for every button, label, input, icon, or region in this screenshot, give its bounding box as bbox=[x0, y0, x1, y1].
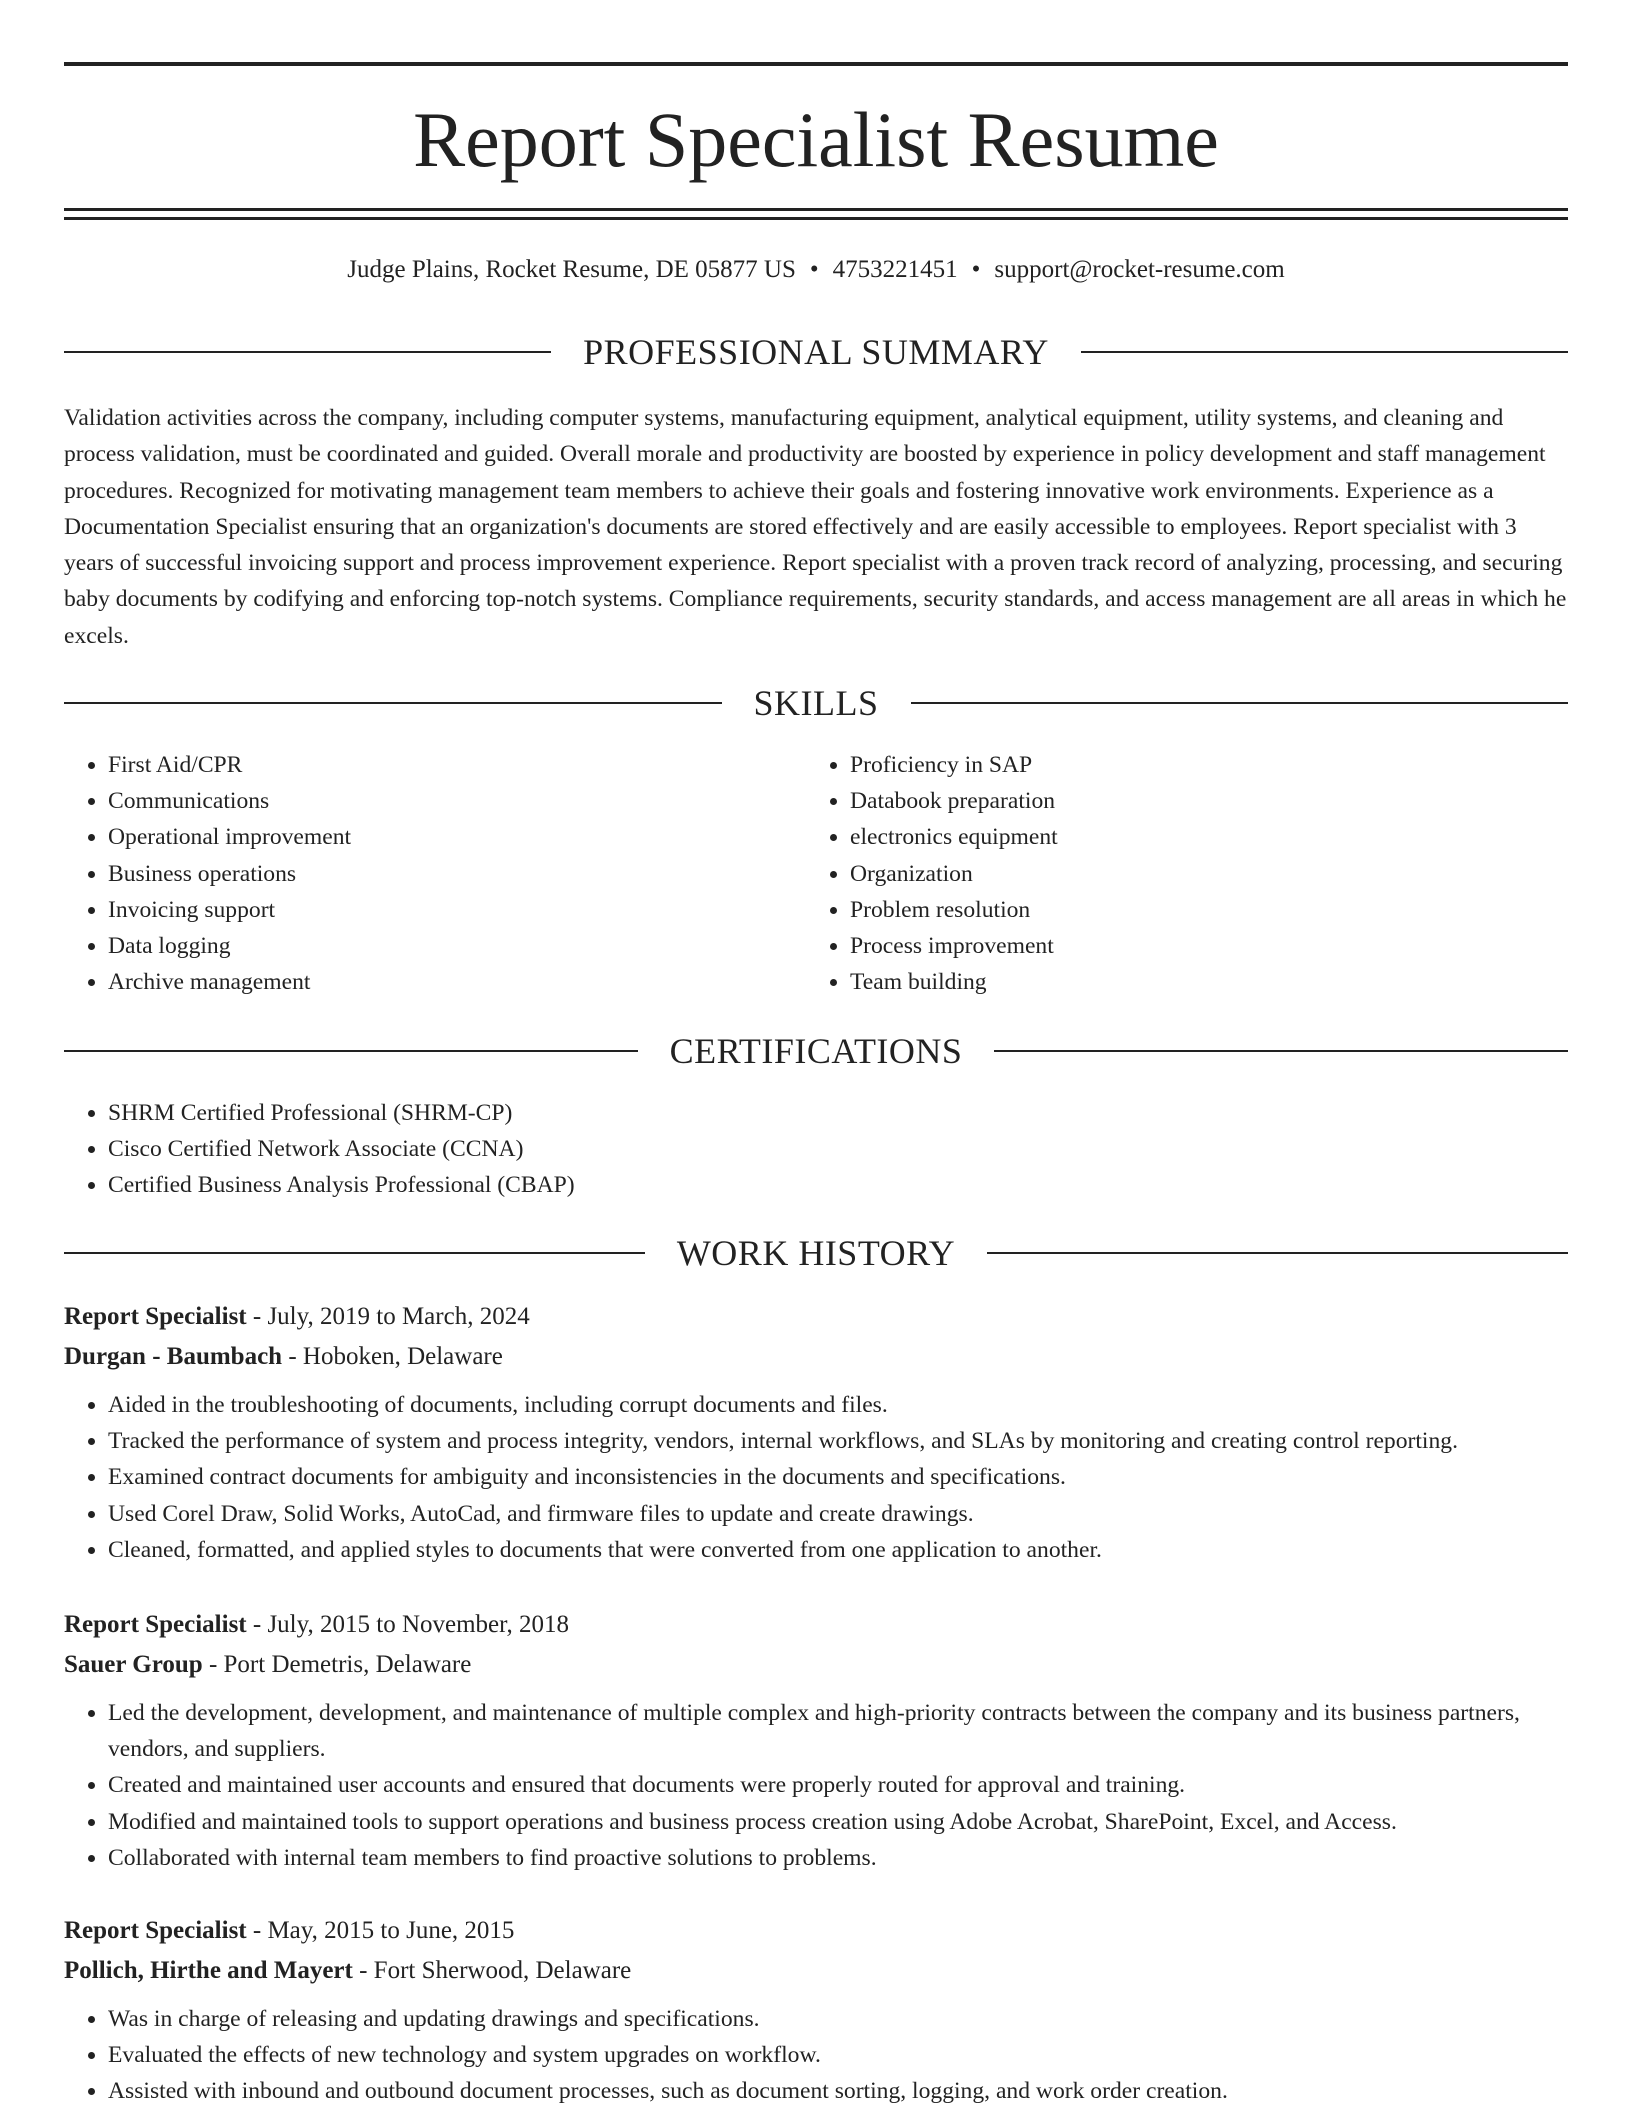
skill-item: • Operational improvement bbox=[108, 819, 764, 855]
summary-text: Validation activities across the company, including computer systems, manufacturing equipment, analytical equipment, utility systems, and cleaning and process validation, must be coordinated and guided. Overall morale and productivity are boosted by experience in policy development and staff management procedures. Recognized for motivating management team members to achieve their goals and fostering innovative work environments. Experience as a Documentation Specialist ensuring that an organization's documents are stored effectively and are easily accessible to employees. Report specialist with 3 years of successful invoicing support and process improvement experience. Report specialist with a proven track record of analyzing, processing, and securing baby documents by codifying and enforcing top-notch systems. Compliance requirements, security standards, and access management are all areas in which he excels. bbox=[64, 405, 1567, 649]
title-double-rule bbox=[64, 208, 1568, 220]
certifications-heading bbox=[64, 1029, 1568, 1073]
certifications-list bbox=[64, 1095, 1164, 1204]
job-bullet: • Cleaned, formatted, and applied styles to documents that were converted from one application to another. bbox=[108, 1532, 1568, 1568]
skill-item: • electronics equipment bbox=[850, 819, 1506, 855]
heading-rule-left bbox=[64, 702, 722, 704]
skill-item: • Archive management bbox=[108, 964, 764, 1000]
skill-item: • Team building bbox=[850, 964, 1506, 1000]
skill-item: • Business operations bbox=[108, 856, 764, 892]
heading-rule-right bbox=[994, 1050, 1568, 1052]
job-bullets bbox=[64, 1387, 1568, 1568]
job-bullets bbox=[64, 1695, 1568, 1876]
job-company-line bbox=[64, 1645, 1568, 1685]
job-bullet: • Aided in the troubleshooting of documents, including corrupt documents and files. bbox=[108, 1387, 1568, 1423]
job-company-line bbox=[64, 1951, 1568, 1991]
certification-item: • Cisco Certified Network Associate (CCNA) bbox=[108, 1131, 1164, 1167]
skill-item: • Process improvement bbox=[850, 928, 1506, 964]
job-title: Report Specialist bbox=[64, 1611, 247, 1638]
job-title: Report Specialist bbox=[64, 1917, 247, 1944]
job-bullet: • Modified and maintained tools to support operations and business process creation using Adobe Acrobat, SharePoint, Excel, and Access. bbox=[108, 1804, 1568, 1840]
heading-rule-right bbox=[987, 1252, 1568, 1254]
job-bullet: • Examined contract documents for ambiguity and inconsistencies in the documents and specifications. bbox=[108, 1459, 1568, 1495]
skill-item: • First Aid/CPR bbox=[108, 747, 764, 783]
job-company-line bbox=[64, 1337, 1568, 1377]
job-bullet: • Collaborated with internal team members to find proactive solutions to problems. bbox=[108, 1840, 1568, 1876]
contact-phone: 4753221451 bbox=[832, 256, 958, 283]
job-entry bbox=[64, 1911, 1568, 2110]
job-entry bbox=[64, 1605, 1568, 1876]
skill-item: • Databook preparation bbox=[850, 783, 1506, 819]
certification-item: • Certified Business Analysis Professional (CBAP) bbox=[108, 1167, 1164, 1203]
heading-rule-left bbox=[64, 1050, 638, 1052]
job-entry bbox=[64, 1297, 1568, 1568]
job-bullet: • Created and maintained user accounts and ensured that documents were properly routed for approval and training. bbox=[108, 1767, 1568, 1803]
skill-item: • Problem resolution bbox=[850, 892, 1506, 928]
job-bullet: • Led the development, development, and maintenance of multiple complex and high-priority contracts between the company and its business partners, vendors, and suppliers. bbox=[108, 1695, 1568, 1767]
skill-item: • Data logging bbox=[108, 928, 764, 964]
job-dates: - July, 2019 to March, 2024 bbox=[246, 1303, 530, 1330]
skill-item: • Invoicing support bbox=[108, 892, 764, 928]
job-bullets bbox=[64, 2001, 1568, 2110]
heading-rule-left bbox=[64, 351, 551, 353]
job-bullet: • Evaluated the effects of new technology and system upgrades on workflow. bbox=[108, 2037, 1568, 2073]
skill-item: • Organization bbox=[850, 856, 1506, 892]
job-title-line bbox=[64, 1911, 1568, 1951]
heading-rule-left bbox=[64, 1252, 645, 1254]
skill-item: • Communications bbox=[108, 783, 764, 819]
certifications-heading-label: CERTIFICATIONS bbox=[669, 1031, 963, 1071]
job-bullet: • Used Corel Draw, Solid Works, AutoCad, and firmware files to update and create drawings. bbox=[108, 1496, 1568, 1532]
job-bullet: • Tracked the performance of system and process integrity, vendors, internal workflows, and SLAs by monitoring and creating control reporting. bbox=[108, 1423, 1568, 1459]
summary-heading-label: PROFESSIONAL SUMMARY bbox=[583, 332, 1049, 372]
skills-column-right bbox=[806, 747, 1506, 1000]
job-company: Durgan - Baumbach bbox=[64, 1343, 283, 1370]
contact-email: support@rocket-resume.com bbox=[994, 256, 1285, 283]
contact-separator: • bbox=[809, 256, 819, 283]
job-location: - Port Demetris, Delaware bbox=[202, 1651, 472, 1678]
heading-rule-right bbox=[1081, 351, 1568, 353]
contact-address: Judge Plains, Rocket Resume, DE 05877 US bbox=[347, 256, 796, 283]
skills-heading bbox=[64, 681, 1568, 725]
job-company: Sauer Group bbox=[64, 1651, 203, 1678]
skill-item: • Proficiency in SAP bbox=[850, 747, 1506, 783]
job-title-line bbox=[64, 1297, 1568, 1337]
work-history-heading-label: WORK HISTORY bbox=[676, 1233, 956, 1273]
job-location: - Fort Sherwood, Delaware bbox=[352, 1957, 632, 1984]
skills-heading-label: SKILLS bbox=[753, 683, 879, 723]
job-title: Report Specialist bbox=[64, 1303, 247, 1330]
job-bullet: • Was in charge of releasing and updating drawings and specifications. bbox=[108, 2001, 1568, 2037]
resume-title: Report Specialist Resume bbox=[413, 96, 1219, 183]
skills-column-left bbox=[64, 747, 764, 1000]
job-bullet: • Assisted with inbound and outbound document processes, such as document sorting, logging, and work order creation. bbox=[108, 2073, 1568, 2109]
job-location: - Hoboken, Delaware bbox=[282, 1343, 503, 1370]
summary-heading bbox=[64, 330, 1568, 374]
job-company: Pollich, Hirthe and Mayert bbox=[64, 1957, 353, 1984]
heading-rule-right bbox=[911, 702, 1569, 704]
certification-item: • SHRM Certified Professional (SHRM-CP) bbox=[108, 1095, 1164, 1131]
contact-separator: • bbox=[971, 256, 981, 283]
job-title-line bbox=[64, 1605, 1568, 1645]
job-dates: - May, 2015 to June, 2015 bbox=[246, 1917, 515, 1944]
top-rule bbox=[64, 62, 1568, 66]
work-history-heading bbox=[64, 1231, 1568, 1275]
job-dates: - July, 2015 to November, 2018 bbox=[246, 1611, 569, 1638]
contact-line bbox=[64, 252, 1568, 288]
